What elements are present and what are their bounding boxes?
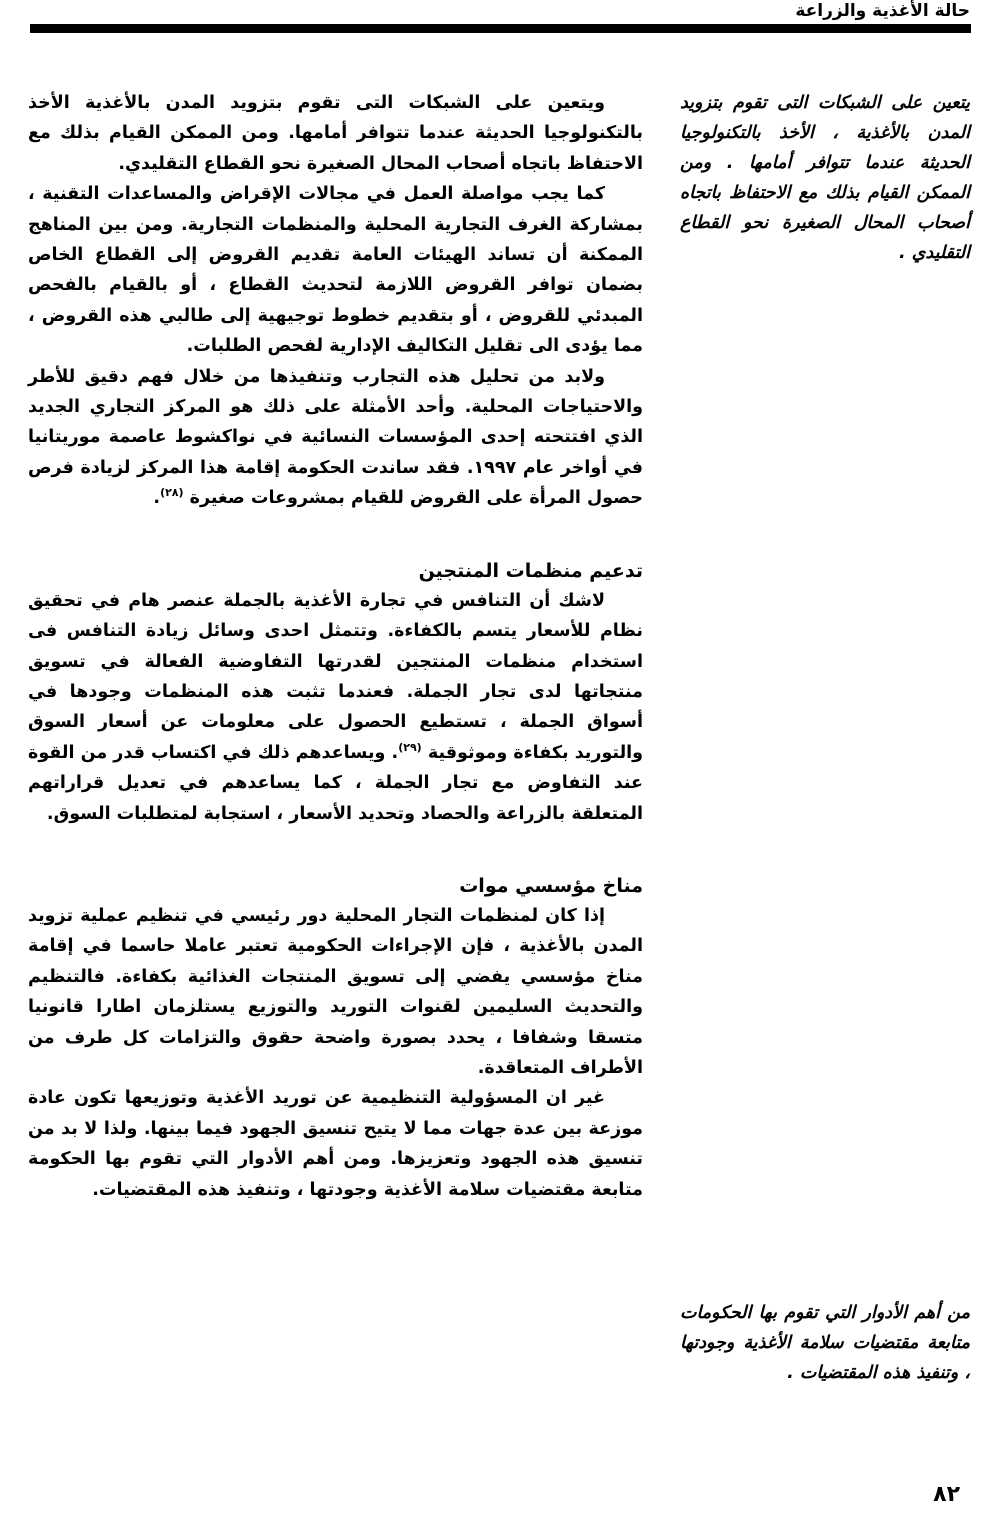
paragraph: [28, 586, 643, 829]
paragraph-text: . ويساعدهم ذلك في اكتساب قدر من القوة عند التفاوض مع تجار الجملة ، كما يساعدهم في تعديل قراراتهم المتعلقة بالزراعة والحصاد وتحديد الأسعار ، استجابة لمتطلبات السوق.: [28, 742, 643, 824]
page-number: ٨٢: [933, 1482, 960, 1507]
paragraph: ويتعين على الشبكات التى تقوم بتزويد المدن بالأغذية الأخذ بالتكنولوجيا الحديثة عندما تتوافر أمامها. ومن الممكن القيام بذلك مع الاحتفاظ باتجاه أصحاب المحال الصغيرة نحو القطاع التقليدي.: [28, 93, 643, 174]
paragraph-text: لاشك أن التنافس في تجارة الأغذية بالجملة عنصر هام في تحقيق نظام للأسعار يتسم بالكفاءة. وتتمثل احدى وسائل زيادة التنافس فى استخدام منظمات المنتجين لقدرتها التفاوضية الفعالة في تسويق منتجاتها لدى تجار الجملة. فعندما تثبت هذه المنظمات وجودها في أسواق الجملة ، تستطيع الحصول على معلومات عن أسعار السوق والتوريد بكفاءة وموثوقية: [28, 590, 644, 763]
paragraph: إذا كان لمنظمات التجار المحلية دور رئيسي في تنظيم عملية تزويد المدن بالأغذية ، فإن الإجراءات الحكومية تعتبر عاملا حاسما في إقامة مناخ مؤسسي يفضي إلى تسويق المنتجات الغذائية بكفاءة. فالتنظيم والتحديث السليمين لقنوات التوريد والتوزيع يستلزمان اطارا قانونيا متسقا وشفافا ، يحدد بصورة واضحة حقوق والتزامات كل طرف من الأطراف المتعاقدة.: [28, 905, 643, 1078]
margin-note: يتعين على الشبكات التى تقوم بتزويد المدن بالأغذية ، الأخذ بالتكنولوجيا الحديثة عندما تتوافر أمامها . ومن الممكن القيام بذلك مع الاحتفاظ باتجاه أصحاب المحال الصغيرة نحو القطاع التقليدي .: [680, 93, 970, 263]
paragraph: ولابد من تحليل هذه التجارب وتنفيذها من خلال فهم دقيق للأطر والاحتياجات المحلية. وأحد الأمثلة على ذلك هو المركز التجاري الجديد الذي افتتحته إحدى المؤسسات النسائية في نواكشوط عاصمة موريتانيا في أواخر عام ١٩٩٧. فقد ساندت الحكومة إقامة هذا المركز لزيادة فرص حصول المرأة على القروض للقيام بمشروعات صغيرة $^{(٢٨)}$.: [28, 366, 644, 509]
paragraph: غير ان المسؤولية التنظيمية عن توريد الأغذية وتوزيعها تكون عادة موزعة بين عدة جهات مما لا يتيح تنسيق الجهود فيما بينها. ولذا لا بد من تنسيق هذه الجهود وتعزيزها. ومن أهم الأدوار التي تقوم بها الحكومة متابعة مقتضيات سلامة الأغذية وجودتها ، وتنفيذ هذه المقتضيات.: [28, 1088, 643, 1200]
margin-note: من أهم الأدوار التي تقوم بها الحكومات متابعة مقتضيات سلامة الأغذية وجودتها ، وتنفيذ هذه المقتضيات .: [680, 1303, 970, 1383]
footnote-ref-29: (٢٩): [398, 740, 422, 754]
paragraph-text: ولابد من تحليل هذه التجارب وتنفيذها من خلال فهم دقيق للأطر والاحتياجات المحلية. وأحد الأمثلة على ذلك هو المركز التجاري الجديد الذي افتتحته إحدى المؤسسات النسائية في نواكشوط عاصمة موريتانيا في أواخر عام ١٩٩٧. فقد ساندت الحكومة إقامة هذا المركز لزيادة فرص حصول المرأة على القروض للقيام بمشروعات صغيرة: [28, 366, 644, 509]
paragraph: كما يجب مواصلة العمل في مجالات الإقراض والمساعدات التقنية ، بمشاركة الغرف التجارية المحلية والمنظمات التجارية. ومن بين المناهج الممكنة أن تساند الهيئات العامة تقديم القروض إلى القطاع الخاص بضمان توافر القروض اللازمة لتحديث القطاع ، أو بالقيام بالفحص المبدئي للقروض ، أو بتقديم خطوط توجيهية إلى طالبي هذه القروض ، مما يؤدى الى تقليل التكاليف الإدارية لفحص الطلبات.: [28, 184, 643, 357]
section-heading-institutional-climate: مناخ مؤسسي موات: [459, 874, 643, 897]
footnote-ref-28: (٢٨): [160, 486, 184, 500]
main-column: [28, 88, 643, 1205]
header-rule: [30, 24, 971, 33]
section-heading-producer-organizations: تدعيم منظمات المنتجين: [418, 559, 643, 582]
running-title: حالة الأغذية والزراعة: [795, 1, 970, 21]
